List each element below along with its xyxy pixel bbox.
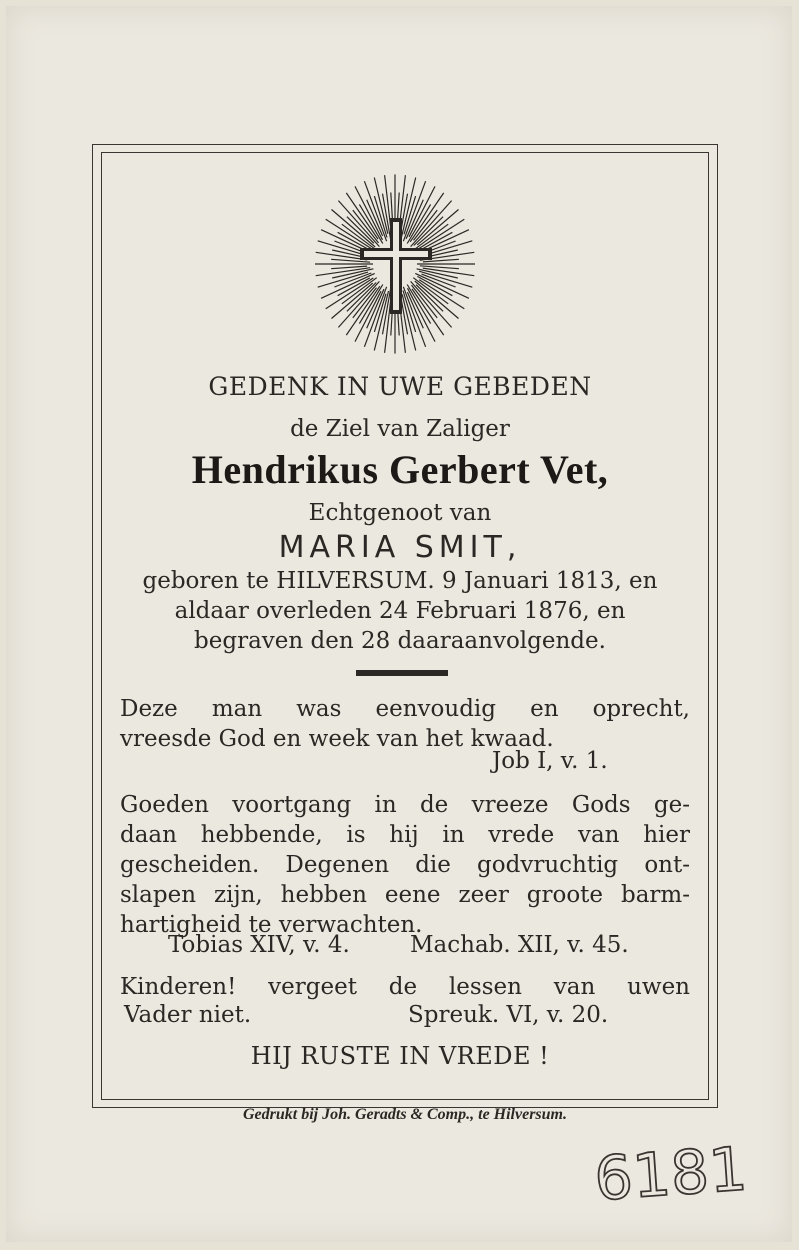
verse-line: gescheiden. Degenen die godvruchtig ont- — [120, 852, 690, 878]
ray — [338, 201, 379, 247]
verse-line: Kinderen! vergeet de lessen van uwen — [120, 974, 690, 1000]
verse-tobias — [120, 790, 690, 940]
died-line: aldaar overleden 24 Februari 1876, en — [174, 598, 626, 624]
catalog-number-text: 6181 — [592, 1134, 750, 1215]
radiant-cross-icon — [314, 168, 476, 354]
verse-job — [120, 694, 690, 754]
spouse-name: MARIA SMIT, — [278, 530, 522, 565]
verse-line: Goeden voortgang in de vreeze Gods ge- — [120, 792, 690, 818]
catalog-number — [590, 1130, 750, 1215]
ray — [411, 281, 452, 327]
spouse-intro: Echtgenoot van — [308, 500, 492, 526]
verse-reference: Tobias XIV, v. 4. — [168, 932, 350, 958]
printer-credit: Gedrukt bij Joh. Geradts & Comp., te Hilversum. — [242, 1106, 567, 1123]
verse-reference: Job I, v. 1. — [492, 748, 608, 774]
ray — [338, 281, 379, 327]
soul-line: de Ziel van Zaliger — [290, 416, 510, 442]
divider — [356, 670, 448, 676]
born-line: geboren te HILVERSUM. 9 Januari 1813, en — [142, 568, 658, 594]
verse-reference: Spreuk. VI, v. 20. — [408, 1002, 609, 1028]
verse-line-end: Vader niet. — [124, 1002, 252, 1028]
ray — [411, 201, 452, 247]
verse-line: Deze man was eenvoudig en oprecht, — [120, 696, 690, 722]
buried-line: begraven den 28 daaraanvolgende. — [194, 628, 606, 654]
verse-line: vreesde God en week van het kwaad. — [120, 726, 554, 752]
closing-prayer: HIJ RUSTE IN VREDE ! — [250, 1042, 550, 1070]
verse-line: daan hebbende, is hij in vrede van hier — [120, 822, 690, 848]
verse-spreuk — [120, 972, 690, 1002]
deceased-name: Hendrikus Gerbert Vet, — [191, 447, 609, 492]
verse-reference: Machab. XII, v. 45. — [410, 932, 629, 958]
heading: GEDENK IN UWE GEBEDEN — [208, 372, 592, 401]
ray — [331, 266, 367, 269]
verse-line: slapen zijn, hebben eene zeer groote barm- — [120, 882, 690, 908]
verse-line: hartigheid te verwachten. — [120, 912, 423, 938]
